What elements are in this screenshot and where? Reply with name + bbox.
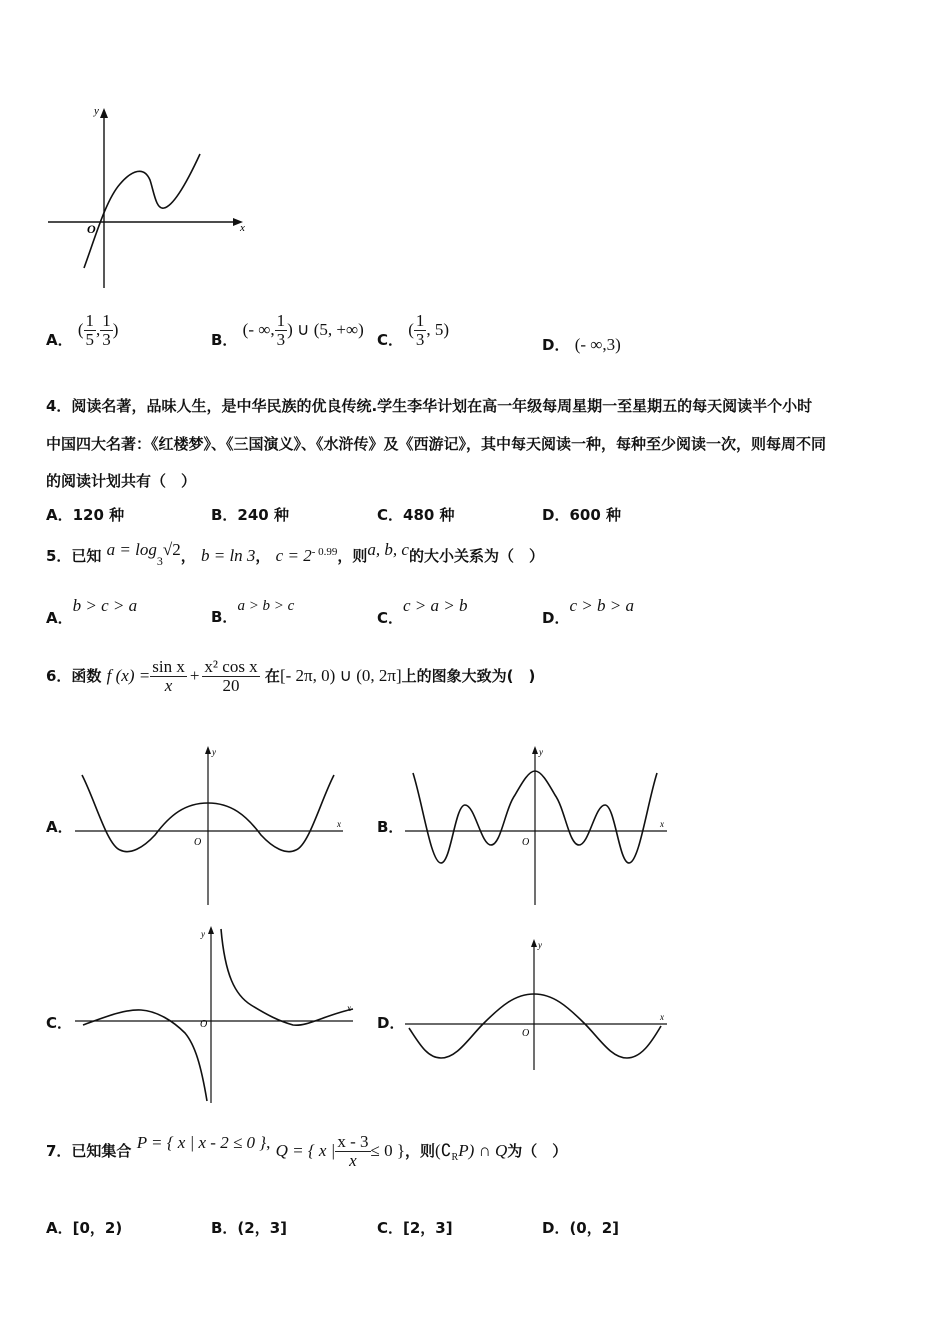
q7-mid: ，则	[405, 1142, 436, 1160]
q6-plus: +	[189, 665, 200, 685]
q6c-y-label: y	[201, 929, 205, 939]
q5-stem	[46, 540, 544, 569]
q3-b-post: ) ∪ (5, +∞)	[287, 319, 364, 339]
q5-option-a[interactable]	[46, 596, 137, 628]
q6c-origin: O	[200, 1019, 208, 1030]
q7-q-post: ≤ 0 }	[370, 1141, 406, 1160]
q3-option-a-label: A．	[46, 330, 73, 349]
q5-option-d-text: c > b > a	[569, 596, 634, 615]
q6-prefix: 6．函数	[46, 666, 102, 685]
q5-option-c-text: c > a > b	[403, 596, 468, 615]
q5-sep2: ，	[255, 547, 271, 565]
q3-b-frac-den: 3	[276, 329, 286, 349]
q3-option-c[interactable]	[377, 312, 449, 350]
q6-option-b-label[interactable]: B．	[377, 818, 404, 836]
q6-stem	[46, 658, 535, 695]
q6c-y-arrow	[208, 926, 214, 934]
q3-graph	[40, 100, 260, 295]
q7-q-num: x - 3	[337, 1132, 369, 1152]
q5-c-expr: c = 2	[275, 546, 312, 565]
q6-mid: 在	[264, 666, 280, 685]
q3-a-frac1-den: 5	[85, 329, 95, 349]
q4-line3: 的阅读计划共有（ ）	[46, 472, 197, 490]
q5-sep1: ，	[180, 547, 196, 565]
q6c-curve-right	[221, 929, 353, 1025]
q5-option-d[interactable]	[542, 596, 634, 628]
q6b-x-label: x	[660, 819, 664, 829]
q3-option-b-label: B．	[211, 330, 238, 349]
q5-prefix: 5．已知	[46, 547, 102, 565]
q3-option-d[interactable]	[542, 334, 621, 355]
q3-option-b[interactable]	[211, 312, 364, 350]
q6b-y-label: y	[539, 747, 543, 757]
q3-c-frac-num: 1	[415, 311, 425, 330]
q6-frac2-num: x² cos x	[204, 657, 258, 676]
q3-c-frac	[414, 312, 427, 349]
q7-option-b[interactable]: B．(2，3]	[211, 1219, 288, 1237]
q6-option-d-label[interactable]: D．	[377, 1014, 405, 1032]
q3-a-close: )	[112, 319, 119, 339]
q6-fx: f (x) =	[106, 665, 151, 685]
q3-a-frac2-num: 1	[102, 311, 111, 330]
q6-frac2	[202, 658, 259, 695]
q3-a-frac1-num: 1	[85, 311, 95, 330]
q7-stem	[46, 1133, 567, 1170]
q7-expr-sub: R	[451, 1152, 459, 1163]
q6a-origin: O	[194, 837, 202, 848]
q5-option-b-label: B．	[211, 608, 238, 626]
q3-y-label: y	[94, 105, 99, 117]
q3-b-pre: (- ∞,	[242, 319, 275, 339]
q3-a-open: (	[77, 319, 84, 339]
q6d-x-label: x	[660, 1012, 664, 1022]
q7-p-set: P = { x | x - 2 ≤ 0 }	[136, 1133, 267, 1152]
q5-a-arg: √2	[162, 540, 181, 559]
q4-option-b[interactable]: B．240 种	[211, 506, 289, 524]
q6b-origin: O	[522, 837, 530, 848]
q5-option-c-label: C．	[377, 609, 404, 627]
q3-option-d-label: D．	[542, 336, 570, 354]
q3-a-frac2	[100, 312, 113, 349]
q4-option-a[interactable]: A．120 种	[46, 506, 125, 524]
q7-q-den: x	[349, 1151, 357, 1170]
q6-suffix: 上的图象大致为( )	[401, 666, 536, 685]
q3-x-label: x	[240, 222, 245, 234]
q7-comma: ,	[266, 1133, 271, 1152]
q5-a-base: 3	[156, 554, 163, 568]
q3-origin-label: O	[87, 222, 96, 236]
q3-c-open: (	[408, 319, 414, 339]
q4-line1: 4．阅读名著，品味人生，是中华民族的优良传统.学生李华计划在高一年级每周星期一至星期五的每天阅读半个小时	[46, 397, 813, 415]
q3-c-frac-den: 3	[415, 329, 425, 349]
q3-option-a[interactable]	[46, 312, 118, 350]
q7-suffix: 为（ ）	[507, 1142, 568, 1160]
q6a-x-label: x	[337, 819, 341, 829]
q5-option-b-text: a > b > c	[237, 598, 295, 614]
q3-y-arrow	[100, 108, 108, 118]
q5-a-expr: a = log	[106, 540, 157, 559]
q7-option-d[interactable]: D．(0，2]	[542, 1219, 620, 1237]
q6-graph-b[interactable]	[405, 745, 670, 907]
q3-curve	[84, 154, 200, 268]
q6-frac1	[150, 658, 187, 695]
q7-prefix: 7．已知集合	[46, 1142, 132, 1160]
q6-graph-c[interactable]	[75, 925, 360, 1105]
q6-option-c-label[interactable]: C．	[46, 1014, 73, 1032]
q3-a-comma: ,	[96, 319, 101, 339]
q3-b-frac	[275, 312, 288, 349]
q3-d-text: (- ∞,3)	[574, 335, 621, 354]
q6a-y-label: y	[212, 747, 216, 757]
q6d-origin: O	[522, 1028, 530, 1039]
q5-option-a-label: A．	[46, 609, 73, 627]
q4-option-d[interactable]: D．600 种	[542, 506, 621, 524]
q3-c-post: , 5)	[426, 319, 450, 339]
q5-c-exp: - 0.99	[311, 546, 338, 558]
q7-option-c[interactable]: C．[2，3]	[377, 1219, 453, 1237]
q5-suffix: 的大小关系为（ ）	[408, 547, 544, 565]
q6b-y-arrow	[532, 746, 538, 754]
q6d-curve	[409, 994, 661, 1058]
q4-option-c[interactable]: C．480 种	[377, 506, 455, 524]
q7-expr-post: P) ∩ Q	[458, 1141, 508, 1160]
q5-option-c[interactable]	[377, 596, 468, 628]
q7-q-pre: Q = { x |	[275, 1141, 336, 1160]
q5-b-expr: b = ln 3	[200, 546, 256, 565]
q6-frac2-den: 20	[222, 675, 240, 695]
q5-vars: a, b, c	[367, 540, 409, 559]
q3-option-c-label: C．	[377, 330, 404, 349]
q6a-y-arrow	[205, 746, 211, 754]
q3-b-frac-num: 1	[276, 311, 286, 330]
q6-frac1-num: sin x	[152, 657, 185, 676]
q6c-curve-left	[83, 1010, 207, 1101]
q5-mid: ，则	[337, 547, 368, 565]
q7-expr: (∁	[435, 1141, 452, 1160]
q6-interval: [- 2π, 0) ∪ (0, 2π]	[279, 665, 402, 685]
q6d-y-label: y	[538, 940, 542, 950]
q6c-x-label: x	[347, 1003, 351, 1013]
q6-option-a-label[interactable]: A．	[46, 818, 73, 836]
q5-option-a-text: b > c > a	[72, 596, 138, 615]
q4-line2: 中国四大名著：《红楼梦》、《三国演义》、《水浒传》及《西游记》，其中每天阅读一种，每种至少阅读一次，则每周不同	[46, 435, 827, 453]
q6-frac1-den: x	[164, 675, 173, 695]
q7-option-a[interactable]: A．[0，2)	[46, 1219, 123, 1237]
q6-graph-d[interactable]	[405, 938, 670, 1073]
q5-option-d-label: D．	[542, 609, 570, 627]
q7-q-frac	[335, 1133, 370, 1170]
q3-a-frac1	[84, 312, 97, 349]
q3-a-frac2-den: 3	[102, 329, 111, 349]
q6-graph-a[interactable]	[75, 745, 350, 907]
q5-option-b[interactable]	[211, 596, 294, 627]
q6d-y-arrow	[531, 939, 537, 947]
